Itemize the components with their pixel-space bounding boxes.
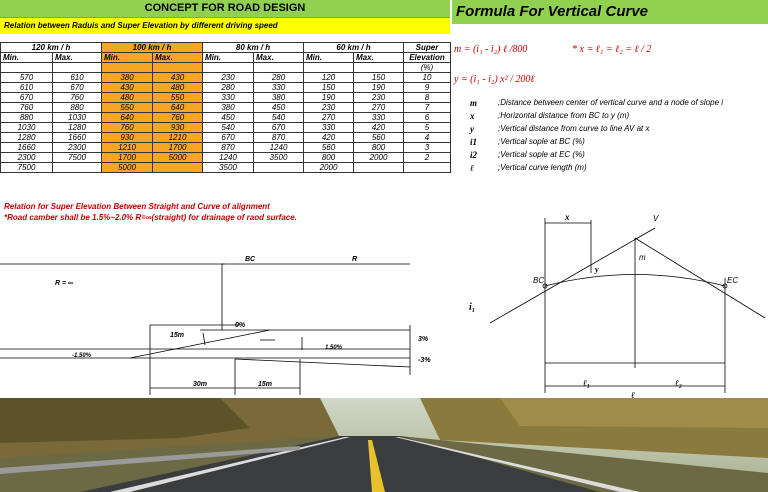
table-cell: 880	[1, 113, 53, 123]
table-cell: 540	[254, 113, 304, 123]
y-label: y	[595, 265, 599, 274]
definition-symbol: ℓ	[470, 163, 474, 173]
table-cell: 380	[102, 73, 153, 83]
radius-label: R	[352, 256, 358, 263]
definition-symbol: i2	[470, 150, 478, 160]
table-cell: 560	[354, 133, 404, 143]
minmax-header-row	[1, 53, 451, 63]
table-cell: 1660	[53, 133, 102, 143]
table-cell: 450	[254, 103, 304, 113]
table-cell: 270	[354, 103, 404, 113]
table-cell: 930	[102, 133, 153, 143]
table-cell: 570	[1, 73, 53, 83]
table-cell: 1030	[53, 113, 102, 123]
speed-80: 80 km / h	[203, 43, 304, 53]
table-cell: 670	[1, 93, 53, 103]
table-cell: 880	[53, 103, 102, 113]
table-cell: 2300	[53, 143, 102, 153]
definition-row	[470, 163, 768, 176]
speed-60: 60 km / h	[304, 43, 404, 53]
table-cell: 8	[404, 93, 451, 103]
table-cell: 1700	[102, 153, 153, 163]
table-cell: 420	[354, 123, 404, 133]
definition-text: ;Distance between center of vertical curve and a node of slope i	[498, 98, 724, 107]
table-cell: 1030	[1, 123, 53, 133]
table-cell: 670	[203, 133, 254, 143]
table-cell: 800	[304, 153, 354, 163]
table-row	[1, 73, 451, 83]
table-cell: 430	[102, 83, 153, 93]
table-cell: 2	[404, 153, 451, 163]
table-cell: 870	[254, 133, 304, 143]
table-cell: 190	[354, 83, 404, 93]
definition-text: ;Vertical sople at EC (%)	[498, 150, 585, 159]
col-min: Min.	[203, 53, 254, 63]
length-15m-top: 15m	[170, 332, 185, 339]
definition-text: ;Horizontal distance from BC to y (m)	[498, 111, 630, 120]
length-30m: 30m	[193, 381, 208, 388]
table-cell: 2000	[304, 163, 354, 173]
table-cell: 640	[102, 113, 153, 123]
m-label: m	[639, 253, 646, 262]
table-cell: 1210	[102, 143, 153, 153]
table-row	[1, 143, 451, 153]
table-row	[1, 163, 451, 173]
table-row	[1, 123, 451, 133]
table-cell: 1240	[254, 143, 304, 153]
table-cell: 670	[254, 123, 304, 133]
table-cell: 560	[304, 143, 354, 153]
table-cell: 10	[404, 73, 451, 83]
table-cell: 760	[102, 123, 153, 133]
table-cell: 280	[203, 83, 254, 93]
table-cell: 1700	[153, 143, 203, 153]
table-row	[1, 83, 451, 93]
table-row	[1, 93, 451, 103]
table-cell: 230	[203, 73, 254, 83]
table-cell: 230	[354, 93, 404, 103]
definition-text: ;Vertical distance from curve to line AV at x	[498, 124, 650, 133]
definition-row	[470, 137, 768, 150]
table-cell: 230	[304, 103, 354, 113]
table-row	[1, 133, 451, 143]
table-cell: 5	[404, 123, 451, 133]
table-cell: 610	[1, 83, 53, 93]
table-cell: 870	[203, 143, 254, 153]
l-label: ℓ	[631, 390, 635, 398]
definition-row	[470, 150, 768, 163]
table-cell: 610	[53, 73, 102, 83]
table-row	[1, 113, 451, 123]
formula-x: * x = ℓ₁ = ℓ₂ = ℓ / 2	[572, 44, 652, 55]
zero-percent-label: 0%	[235, 322, 246, 329]
definition-row	[470, 98, 768, 111]
radius-elevation-table	[0, 42, 451, 173]
speed-120: 120 km / h	[1, 43, 102, 53]
definition-symbol: y	[470, 124, 474, 134]
formula-y: y = (i₁ - i₂) x² / 200ℓ	[454, 74, 535, 85]
bc-label: BC	[245, 256, 256, 263]
table-cell	[404, 163, 451, 173]
table-cell: 760	[153, 113, 203, 123]
table-cell: 270	[304, 113, 354, 123]
table-cell: 330	[203, 93, 254, 103]
subtitle-bar	[0, 18, 450, 34]
table-cell: 7500	[53, 153, 102, 163]
table-cell: 550	[102, 103, 153, 113]
concept-title-bar	[0, 0, 450, 18]
table-cell: 150	[354, 73, 404, 83]
table-cell: 120	[304, 73, 354, 83]
col-max: Max.	[53, 53, 102, 63]
table-cell: 540	[203, 123, 254, 133]
table-cell: 190	[304, 93, 354, 103]
bc-label: BC	[533, 276, 545, 285]
table-cell	[53, 163, 102, 173]
table-cell	[153, 163, 203, 173]
table-cell: 4	[404, 133, 451, 143]
l2-label: ℓ₂	[675, 378, 682, 388]
definition-symbol: m	[470, 98, 478, 108]
col-max: Max.	[354, 53, 404, 63]
ec-label: EC	[727, 276, 739, 285]
table-cell: 800	[354, 143, 404, 153]
table-row	[1, 153, 451, 163]
table-cell: 670	[53, 83, 102, 93]
table-cell: 5000	[102, 163, 153, 173]
table-cell	[354, 163, 404, 173]
radius-infinite-label: R = ∞	[55, 280, 74, 287]
table-cell: 430	[153, 73, 203, 83]
super-header: Super	[404, 43, 451, 53]
col-elevation: Elevation	[404, 53, 451, 63]
table-cell: 7	[404, 103, 451, 113]
table-body	[1, 73, 451, 173]
table-cell: 1280	[53, 123, 102, 133]
table-cell: 6	[404, 113, 451, 123]
table-row	[1, 103, 451, 113]
table-cell: 2300	[1, 153, 53, 163]
definition-text: ;Vertical sople at BC (%)	[498, 137, 585, 146]
table-cell: 3500	[254, 153, 304, 163]
table-cell: 150	[304, 83, 354, 93]
x-label: x	[565, 212, 570, 222]
table-cell: 5000	[153, 153, 203, 163]
table-cell: 480	[102, 93, 153, 103]
table-cell: 280	[254, 73, 304, 83]
definition-text: ;Vertical curve length (m)	[498, 163, 587, 172]
formula-m: m = (i₁ - i₂) ℓ /800	[454, 44, 528, 55]
l1-label: ℓ₁	[583, 378, 590, 388]
definition-symbol: x	[470, 111, 475, 121]
table-cell: 330	[254, 83, 304, 93]
table-cell: 330	[354, 113, 404, 123]
definition-row	[470, 124, 768, 137]
road-photo	[0, 398, 768, 492]
length-15m-bottom: 15m	[258, 381, 273, 388]
table-cell: 3500	[203, 163, 254, 173]
col-max: Max.	[254, 53, 304, 63]
col-min: Min.	[304, 53, 354, 63]
table-cell: 760	[53, 93, 102, 103]
formula-title-bar	[452, 0, 768, 24]
table-cell: 450	[203, 113, 254, 123]
table-cell: 7500	[1, 163, 53, 173]
page-title: CONCEPT FOR ROAD DESIGN	[144, 2, 306, 14]
table-cell: 1280	[1, 133, 53, 143]
v-label: V	[653, 214, 659, 223]
table-cell: 550	[153, 93, 203, 103]
minus-one-five-percent: -1.50%	[72, 353, 92, 359]
table-cell: 380	[254, 93, 304, 103]
minus-three-percent: -3%	[418, 357, 431, 364]
table-cell: 1240	[203, 153, 254, 163]
table-cell: 930	[153, 123, 203, 133]
table-cell: 380	[203, 103, 254, 113]
unit-percent: (%)	[404, 63, 451, 73]
table-cell: 9	[404, 83, 451, 93]
table-subtitle: Relation between Raduis and Super Elevation by different driving speed	[4, 21, 278, 30]
table-cell: 760	[1, 103, 53, 113]
table-cell: 2000	[354, 153, 404, 163]
formula-title: Formula For Vertical Curve	[456, 3, 648, 20]
superelevation-diagram	[0, 225, 455, 397]
table-cell: 330	[304, 123, 354, 133]
table-cell: 1210	[153, 133, 203, 143]
speed-header-row	[1, 43, 451, 53]
definition-row	[470, 111, 768, 124]
col-min: Min.	[102, 53, 153, 63]
i1-label: i₁	[469, 302, 476, 313]
table-cell: 3	[404, 143, 451, 153]
table-cell: 420	[304, 133, 354, 143]
col-min: Min.	[1, 53, 53, 63]
definitions-list	[470, 98, 768, 176]
table-cell	[254, 163, 304, 173]
col-max: Max.	[153, 53, 203, 63]
speed-100: 100 km / h	[102, 43, 203, 53]
table-cell: 640	[153, 103, 203, 113]
vertical-curve-diagram	[455, 208, 768, 398]
plus-three-percent: 3%	[418, 336, 429, 343]
table-cell: 1660	[1, 143, 53, 153]
table-cell: 480	[153, 83, 203, 93]
superelevation-note: Relation for Super Elevation Between Straight and Curve of alignment	[4, 202, 270, 211]
definition-symbol: i1	[470, 137, 478, 147]
unit-row	[1, 63, 451, 73]
one-five-percent: 1.50%	[325, 345, 343, 351]
camber-note: *Road camber shall be 1.5%~2.0% R=∞(straight) for drainage of raod surface.	[4, 213, 297, 222]
